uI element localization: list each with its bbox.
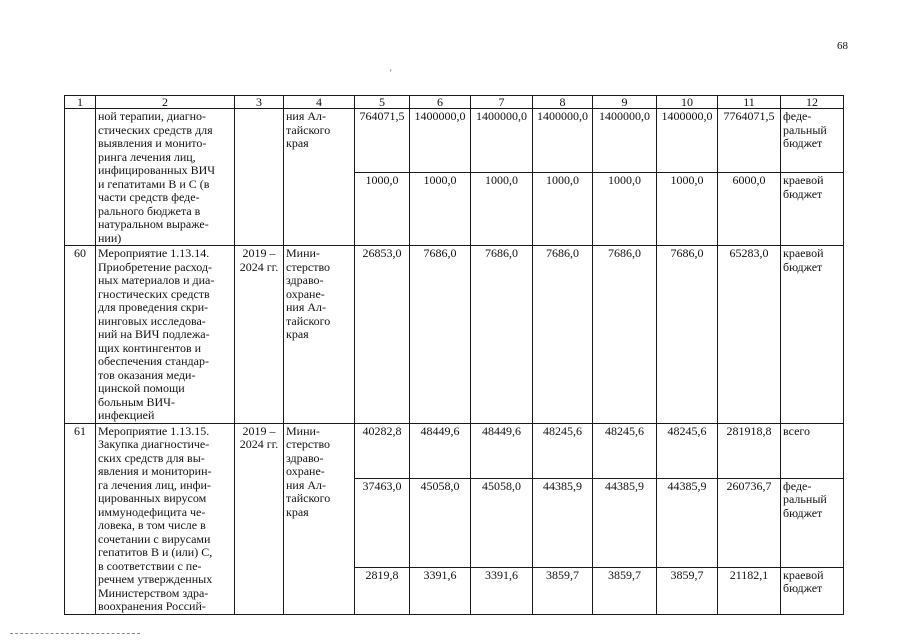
funding-source: краевой бюджет bbox=[781, 567, 844, 614]
value-cell: 26853,0 bbox=[355, 246, 410, 424]
header-cell: 12 bbox=[781, 96, 844, 109]
period-cell: 2019 – 2024 гг. bbox=[235, 423, 284, 614]
table-row bbox=[65, 423, 844, 478]
value-cell: 45058,0 bbox=[471, 478, 533, 567]
value-cell: 7686,0 bbox=[657, 246, 718, 424]
row-number: 60 bbox=[65, 246, 96, 424]
value-cell: 44385,9 bbox=[657, 478, 718, 567]
value-cell: 44385,9 bbox=[593, 478, 657, 567]
measures-table bbox=[64, 95, 844, 615]
header-cell: 1 bbox=[65, 96, 96, 109]
value-cell: 764071,5 bbox=[355, 109, 410, 173]
value-cell: 1000,0 bbox=[657, 173, 718, 246]
value-cell: 21182,1 bbox=[718, 567, 781, 614]
value-cell: 1400000,0 bbox=[593, 109, 657, 173]
value-cell: 48245,6 bbox=[657, 423, 718, 478]
value-cell: 3859,7 bbox=[593, 567, 657, 614]
header-cell: 8 bbox=[533, 96, 593, 109]
value-cell: 7764071,5 bbox=[718, 109, 781, 173]
value-cell: 281918,8 bbox=[718, 423, 781, 478]
header-row bbox=[65, 96, 844, 109]
funding-source: всего bbox=[781, 423, 844, 478]
value-cell: 48245,6 bbox=[533, 423, 593, 478]
value-cell: 1000,0 bbox=[410, 173, 471, 246]
funding-source: феде- ральный бюджет bbox=[781, 109, 844, 173]
header-cell: 6 bbox=[410, 96, 471, 109]
value-cell: 1000,0 bbox=[533, 173, 593, 246]
measure-name: ной терапии, диагно- стических средств для выявления и монито- ринга лечения лиц, инфицированных ВИЧ и гепатитами В и С (в части средств феде- рального бюджета в натуральном выраже- нии) bbox=[96, 109, 235, 246]
value-cell: 1000,0 bbox=[355, 173, 410, 246]
value-cell: 2819,8 bbox=[355, 567, 410, 614]
period-cell bbox=[235, 109, 284, 246]
value-cell: 37463,0 bbox=[355, 478, 410, 567]
measure-name: Мероприятие 1.13.15. Закупка диагностиче- ских средств для вы- явления и мониторин- га лечения лиц, инфи- цированных вирусом иммунодефицита че- ловека, в том числе в сочетании с вирусами гепатитов В и (или) С, в соответствии с пе- речнем утвержденных Министерством здра- воохранения Россий- bbox=[96, 423, 235, 614]
value-cell: 48449,6 bbox=[410, 423, 471, 478]
executor-cell: ния Ал- тайского края bbox=[284, 109, 355, 246]
value-cell: 1400000,0 bbox=[410, 109, 471, 173]
value-cell: 48245,6 bbox=[593, 423, 657, 478]
scan-mark: ' bbox=[390, 68, 392, 78]
value-cell: 7686,0 bbox=[410, 246, 471, 424]
value-cell: 7686,0 bbox=[533, 246, 593, 424]
value-cell: 65283,0 bbox=[718, 246, 781, 424]
value-cell: 3391,6 bbox=[471, 567, 533, 614]
page-number: 68 bbox=[837, 40, 848, 52]
value-cell: 1000,0 bbox=[593, 173, 657, 246]
executor-cell: Мини- стерство здраво- охране- ния Ал- тайского края bbox=[284, 246, 355, 424]
funding-source: феде- ральный бюджет bbox=[781, 478, 844, 567]
value-cell: 1400000,0 bbox=[533, 109, 593, 173]
header-cell: 5 bbox=[355, 96, 410, 109]
value-cell: 7686,0 bbox=[593, 246, 657, 424]
row-number: 61 bbox=[65, 423, 96, 614]
footer-rule bbox=[10, 633, 140, 634]
executor-cell: Мини- стерство здраво- охране- ния Ал- тайского края bbox=[284, 423, 355, 614]
value-cell: 6000,0 bbox=[718, 173, 781, 246]
header-cell: 9 bbox=[593, 96, 657, 109]
value-cell: 3859,7 bbox=[657, 567, 718, 614]
measure-name: Мероприятие 1.13.14. Приобретение расход- ных материалов и диа- гностических средств для проведения скри- нинговых исследова- ний на ВИЧ подлежа- щих контингентов и обеспечения стандар- тов оказания меди- цинской помощи больным ВИЧ- инфекцией bbox=[96, 246, 235, 424]
table-row bbox=[65, 246, 844, 424]
table-row bbox=[65, 109, 844, 173]
header-cell: 7 bbox=[471, 96, 533, 109]
funding-source: краевой бюджет bbox=[781, 246, 844, 424]
value-cell: 48449,6 bbox=[471, 423, 533, 478]
value-cell: 3391,6 bbox=[410, 567, 471, 614]
header-cell: 3 bbox=[235, 96, 284, 109]
value-cell: 40282,8 bbox=[355, 423, 410, 478]
value-cell: 260736,7 bbox=[718, 478, 781, 567]
header-cell: 10 bbox=[657, 96, 718, 109]
funding-source: краевой бюджет bbox=[781, 173, 844, 246]
header-cell: 11 bbox=[718, 96, 781, 109]
value-cell: 7686,0 bbox=[471, 246, 533, 424]
value-cell: 3859,7 bbox=[533, 567, 593, 614]
value-cell: 45058,0 bbox=[410, 478, 471, 567]
value-cell: 1000,0 bbox=[471, 173, 533, 246]
value-cell: 1400000,0 bbox=[657, 109, 718, 173]
row-number bbox=[65, 109, 96, 246]
header-cell: 2 bbox=[96, 96, 235, 109]
value-cell: 1400000,0 bbox=[471, 109, 533, 173]
header-cell: 4 bbox=[284, 96, 355, 109]
period-cell: 2019 – 2024 гг. bbox=[235, 246, 284, 424]
value-cell: 44385,9 bbox=[533, 478, 593, 567]
